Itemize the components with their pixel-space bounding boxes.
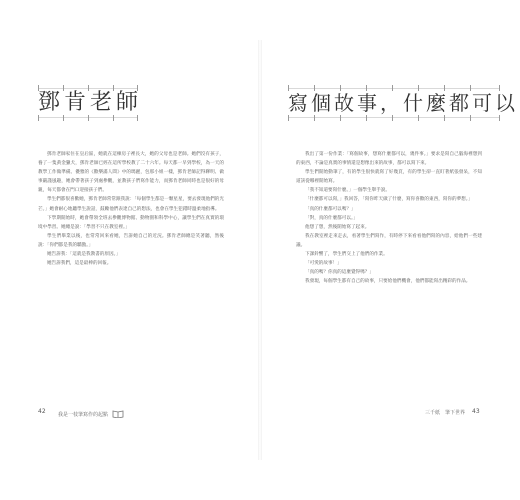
paragraph: 「真的什麼都可以嗎？」 bbox=[305, 206, 356, 212]
right-page-number: 43 bbox=[472, 408, 480, 415]
paragraph: 學生們開始動筆了，有的學生很快就寫了好幾頁，有的學生卻一直盯著紙張發呆，不知道該從哪裡開始寫。 bbox=[296, 170, 482, 185]
paragraph: 他想了想，然後開始寫了起來。 bbox=[305, 224, 370, 230]
paragraph: 「可愛的故事！」 bbox=[305, 261, 342, 267]
paragraph: 學生們都很喜歡她，鄧肯老師常常跟我說：「每個學生都是一顆星星，要去發現他們的光芒。」她會耐心地聽學生說話，鼓勵他們表達自己的想法，也會在學生犯錯時溫柔地指導。 bbox=[38, 197, 224, 212]
paragraph: 我發現，每個學生都有自己的故事，只要給他們機會，他們都能寫出精彩的作品。 bbox=[305, 279, 471, 285]
paragraph: 我出了第一份作業：「寫個故事，想寫什麼都可以，幾件事。」要求是寫自己腦海裡想到的東西，不論是真實的事情還是想像出來的故事，都可以寫下來。 bbox=[296, 152, 482, 167]
right-footer: 三千紙 筆下世界 bbox=[425, 410, 466, 416]
paragraph: 她告訴我們，這是最棒的回報。 bbox=[47, 261, 112, 267]
right-page-title: 寫個故事，什麼都可以 bbox=[288, 91, 518, 115]
paragraph: 鄧肯老師家住在皇后區，她就在這棟房子裡長大，她的父母也是老師。她們沒有孩子，養了一隻黃金獵犬，鄧肯老師已經在這所學校教了二十六年。每天都一早到學校，為一天的教學工作做準備。優雅的《歡樂滿人間》中的瑪麗，包那小姐一樣，鄧肯老師記得聊明、做事嚴謹風趣，她會帶著孩子到處參觀，並教孩子們寫作能力，而鄧肯老師同時也是很好的母親，每天都會在門口迎接孩子們。 bbox=[38, 152, 224, 194]
right-title-box bbox=[288, 88, 518, 118]
paragraph: 「真的嗎？你真的這麼覺得嗎？」 bbox=[305, 270, 374, 276]
left-footer bbox=[58, 409, 124, 420]
paragraph: 學生們畢業以後，也常常回來看她，告訴她自己的近況。鄧肯老師總是笑著聽，然後說：「你們都是我的驕傲。」 bbox=[38, 233, 224, 248]
paragraph: 我在教室裡走來走去，看著學生們寫作，有時停下來看看他們寫的內容，給他們一些建議。 bbox=[296, 233, 482, 248]
paragraph: 她告訴我：「這就是我教書的原因。」 bbox=[47, 252, 121, 258]
paragraph: 「對，真的什麼都可以。」 bbox=[305, 215, 358, 221]
right-body-text bbox=[296, 150, 482, 286]
left-body-text bbox=[38, 150, 224, 268]
paragraph: 下課鈴響了，學生們交上了他們的作業。 bbox=[305, 252, 388, 258]
paragraph: 「我不知道要寫什麼。」一個學生舉手說。 bbox=[305, 188, 390, 194]
paragraph: 「什麼都可以寫，」我回答，「寫你昨天做了什麼，寫你喜歡的東西，寫你的夢想。」 bbox=[305, 197, 473, 203]
left-page-title: 鄧肯老師 bbox=[38, 90, 143, 115]
book-logo-icon bbox=[112, 409, 124, 420]
left-title-box bbox=[38, 88, 143, 118]
left-page-number: 42 bbox=[38, 408, 46, 415]
left-footer-text: 我是一枝筆寫作的起點 bbox=[58, 412, 109, 418]
right-page bbox=[260, 0, 520, 500]
paragraph: 下學期開始時，她會帶領全班去參觀博物館、動物園和科學中心，讓學生們在真實的環境中學習。她總是說：「學習不只在教室裡。」 bbox=[38, 215, 224, 230]
